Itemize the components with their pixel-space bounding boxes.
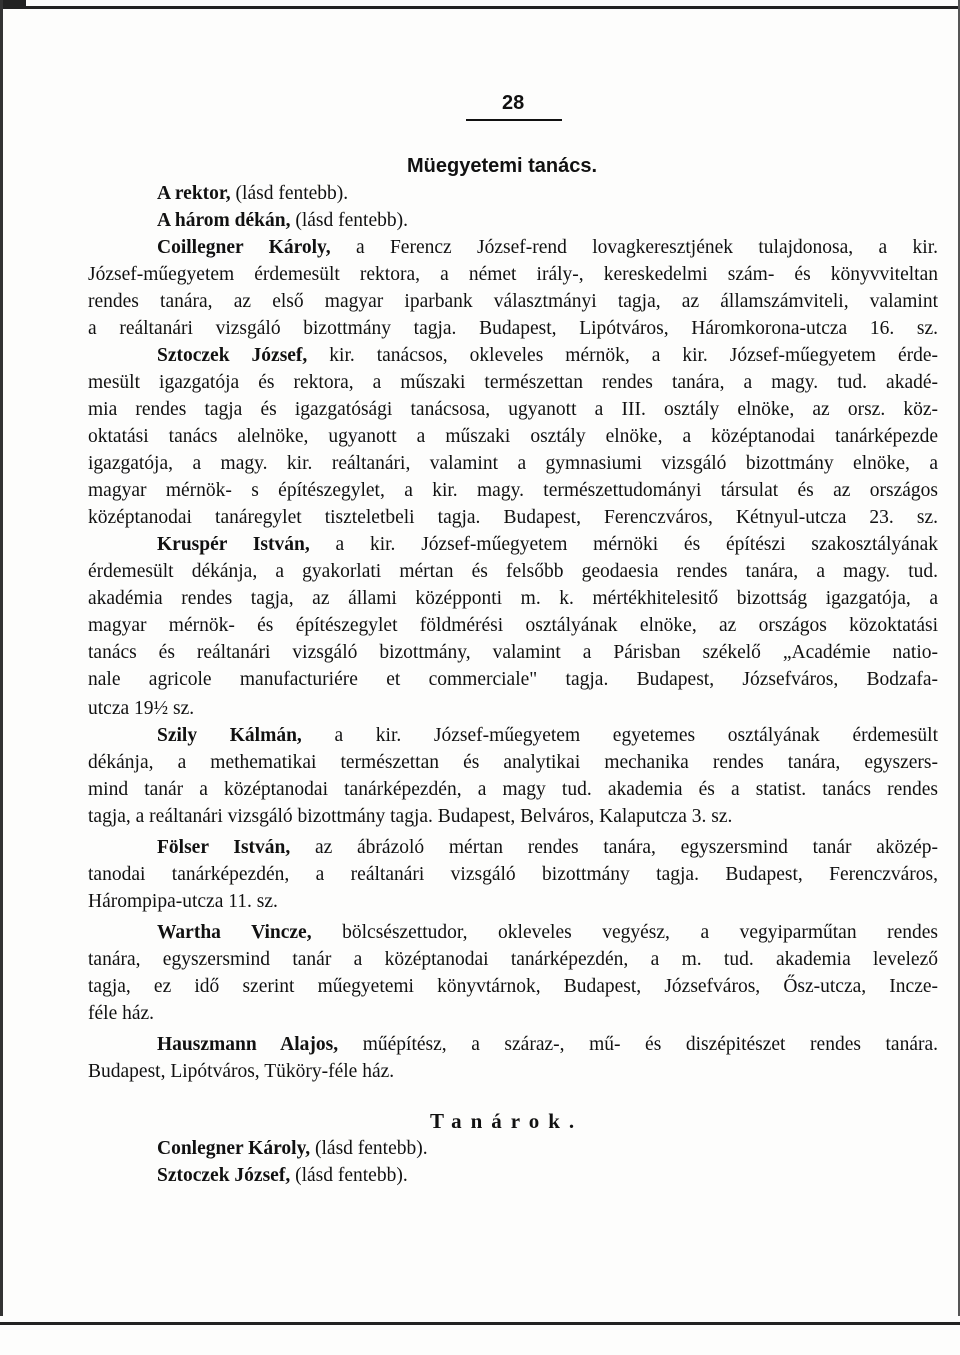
entry-name: Szily Kálmán,	[157, 725, 302, 746]
entry-name: Conlegner Károly,	[157, 1138, 311, 1159]
entry-note: (lásd fentebb).	[315, 1138, 428, 1159]
entry-text-line: mia rendes tagja és igazgatósági tanácsosa, ugyanott a III. osztály elnöke, az orsz. köz-	[88, 399, 938, 420]
entry-coillegner: Coillegner Károly, a Ferencz József-rend lovagkeresztjének tulajdonosa, a kir.	[157, 237, 938, 258]
entry-text-line: magyar mérnök- s építészegylet, a kir. magy. természettudományi társulat és az országos	[88, 480, 938, 501]
entry-text-line: tagja, ez idő szerint műegyetemi könyvtárnok, Budapest, Józsefváros, Ősz-utcza, Incze-	[88, 976, 938, 997]
entry-text-line: mesült igazgatója és rektora, a műszaki természettan rendes tanára, a magy. tud. akadé-	[88, 372, 938, 393]
entry-text-line: tanára, egyszersmind tanár a középtanodai tanárképezdén, a m. tud. akademia levelező	[88, 949, 938, 970]
entry-name: Wartha Vincze,	[157, 922, 312, 943]
entry-name: Kruspér István,	[157, 534, 310, 555]
entry-text-line: középtanodai tanáregylet tiszteletbeli tagja. Budapest, Ferenczváros, Kétnyul-utcza 23. sz.	[88, 507, 938, 528]
page-number: 28	[502, 92, 525, 114]
entry-text-line: Budapest, Lipótváros, Tüköry-féle ház.	[88, 1061, 395, 1082]
teacher-entry	[157, 1136, 428, 1162]
entry-text-line: igazgatója, a magy. kir. reáltanári, valamint a gymnasiumi vizsgáló bizottmány elnöke, a	[88, 453, 938, 474]
teachers-heading: Tanárok.	[430, 1109, 584, 1133]
entry-note: (lásd fentebb).	[235, 183, 349, 204]
entry-text-line: a reáltanári vizsgáló bizottmány tagja. Budapest, Lipótváros, Háromkorona-utcza 16. sz.	[88, 318, 938, 339]
entry-name: Hauszmann Alajos,	[157, 1034, 339, 1055]
entry-szily: Szily Kálmán, a kir. József-műegyetem egyetemes osztályának érdemesült	[157, 725, 939, 746]
entry-folser: Fölser István, az ábrázoló mértan rendes tanára, egyszersmind tanár aközép-	[157, 837, 938, 858]
entry-text-line: Hárompipa-utcza 11. sz.	[88, 891, 278, 912]
entry-text-line: féle ház.	[88, 1003, 155, 1024]
entry-note: (lásd fentebb).	[295, 210, 408, 231]
page-number-rule	[466, 119, 562, 121]
entry-name: A rektor,	[157, 183, 231, 204]
entry-text-line: magyar mérnök- és építészegylet földmérési osztályának elnöke, az országos közoktatási	[88, 615, 938, 636]
teacher-entry	[157, 1163, 408, 1189]
entry-text-line: oktatási tanács alelnöke, ugyanott a műszaki osztály elnöke, a középtanodai tanárképezde	[88, 426, 938, 447]
entry-text-line: tanács és reáltanári vizsgáló bizottmány, valamint a Párisban székelő „Académie natio-	[88, 642, 938, 663]
entry-text-line: utcza 19½ sz.	[88, 698, 195, 719]
section-heading: Müegyetemi tanács.	[407, 155, 598, 177]
entry-text-line: tanodai tanárképezdén, a reáltanári vizsgáló bizottmány tagja. Budapest, Ferenczváros,	[88, 864, 938, 885]
entry-wartha: Wartha Vincze, bölcsészettudor, okleveles vegyész, a vegyiparműtan rendes	[157, 922, 939, 943]
entry-text-line: mind tanár a középtanodai tanárképezdén, a magy tud. akademia és a statist. tanács rendes	[88, 779, 938, 800]
entry-name: Fölser István,	[157, 837, 291, 858]
entry-sztoczek: Sztoczek József, kir. tanácsos, okleveles mérnök, a kir. József-műegyetem érde-	[157, 345, 938, 366]
entry-name: A három dékán,	[157, 210, 291, 231]
entry-rektor	[157, 181, 348, 207]
scan-edge-left	[0, 0, 3, 1355]
entry-dekanok	[157, 208, 408, 234]
entry-text-line: nale agricole manufacturiére et commerciale" tagja. Budapest, Józsefváros, Bodzafa-	[88, 669, 938, 690]
entry-name: Coillegner Károly,	[157, 237, 331, 258]
entry-krusper: Kruspér István, a kir. József-műegyetem mérnöki és építészi szakosztályának	[157, 534, 938, 555]
entry-note: (lásd fentebb).	[295, 1165, 408, 1186]
entry-text-line: akadémia rendes tagja, az állami középponti m. k. mértékhitelesitő bizottság igazgatója, a	[88, 588, 938, 609]
scan-edge-top	[0, 0, 960, 9]
entry-hauszmann: Hauszmann Alajos, műépítész, a száraz-, mű- és diszépitészet rendes tanára.	[157, 1034, 938, 1055]
entry-text-line: rendes tanára, az első magyar iparbank választmányi tagja, az államszámviteli, valamint	[88, 291, 938, 312]
entry-name: Sztoczek József,	[157, 345, 308, 366]
entry-text-line: érdemesült dékánja, a gyakorlati mértan és felsőbb geodaesia rendes tanára, a magy. tud.	[88, 561, 938, 582]
entry-name: Sztoczek József,	[157, 1165, 291, 1186]
entry-text-line: dékánja, a methematikai természettan és analytikai mechanika rendes tanára, egyszers-	[88, 752, 938, 773]
entry-text-line: József-műegyetem érdemesült rektora, a német irály-, kereskedelmi szám- és könyvviteltan	[88, 264, 938, 285]
scan-edge-bottom	[0, 1316, 960, 1355]
entry-text-line: tagja, a reáltanári vizsgáló bizottmány tagja. Budapest, Belváros, Kalaputcza 3. sz.	[88, 806, 733, 827]
